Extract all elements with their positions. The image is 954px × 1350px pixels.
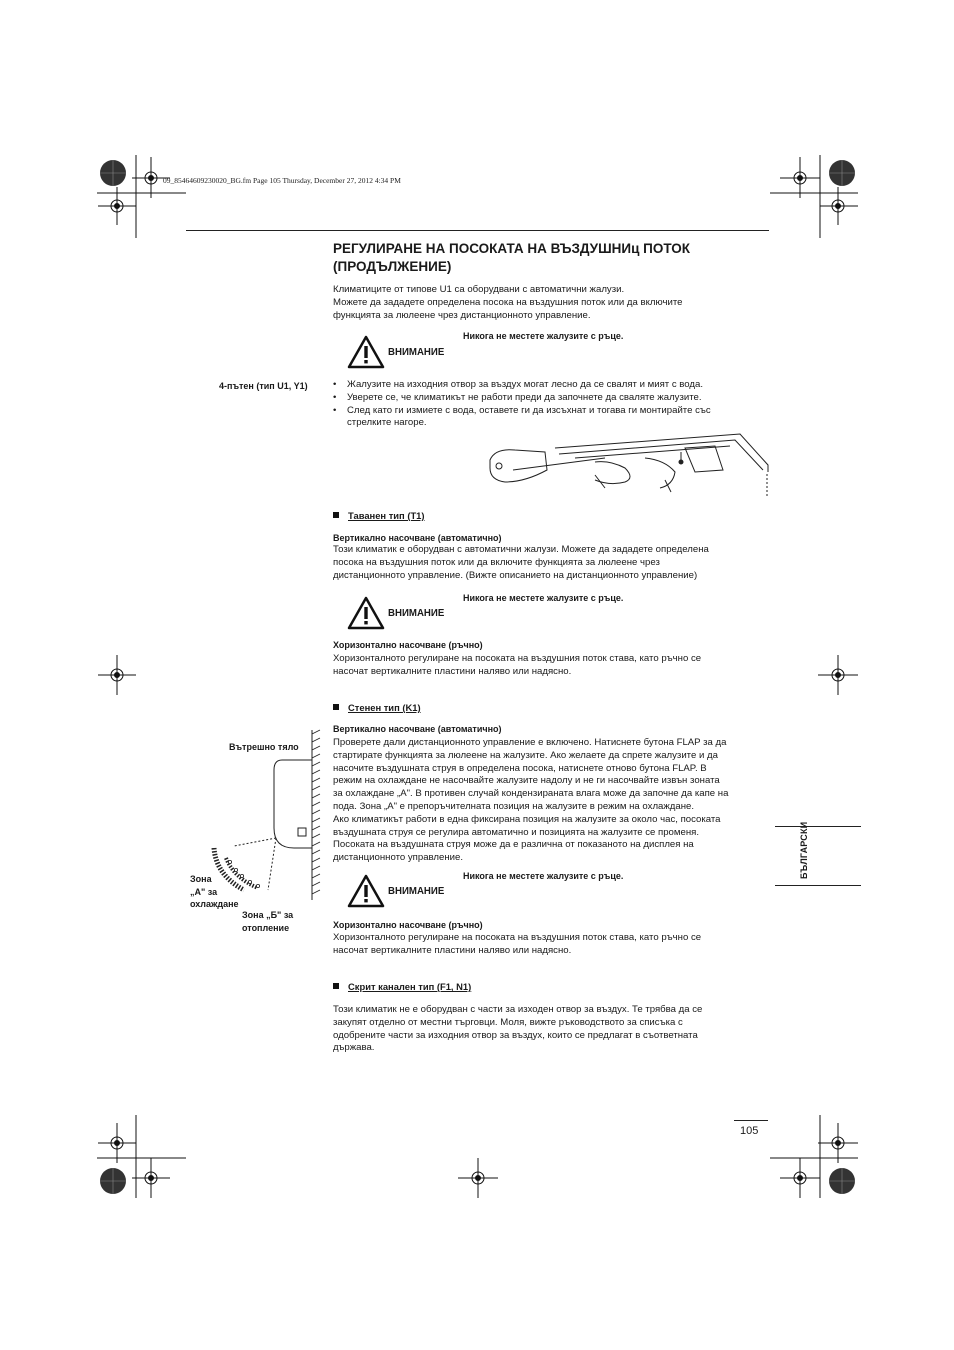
caution-label: ВНИМАНИЕ xyxy=(388,885,445,897)
list-item: • Жалузите на изходния отвор за въздух могат лесно да се свалят и мият с вода. xyxy=(331,379,771,392)
text-line: дистанционното управление. xyxy=(333,852,464,864)
text-line: стартирате функцията за люлеене на жалузите. Ако желаете да спрете жалузите и да xyxy=(333,749,718,761)
caution-label: ВНИМАНИЕ xyxy=(388,346,445,358)
louver-removal-illustration xyxy=(485,430,775,500)
caution-label: ВНИМАНИЕ xyxy=(388,607,445,619)
page-title xyxy=(333,240,763,276)
zone-a-line: охлаждане xyxy=(190,899,239,909)
never-move-note: Никога не местете жалузите с ръце. xyxy=(463,871,624,881)
text-line: Ако климатикът работи в една фиксирана позиция на жалузите за около час, посоката xyxy=(333,813,721,825)
square-bullet-icon xyxy=(333,704,339,710)
zone-b-line: отопление xyxy=(242,922,290,933)
text-line: Проверете дали дистанционното управление е включено. Натиснете бутона FLAP за да xyxy=(333,737,727,748)
page-number: 105 xyxy=(740,1125,759,1137)
language-label: БЪЛГАРСКИ xyxy=(799,821,809,879)
cleaning-bullets xyxy=(331,379,771,430)
warning-icon xyxy=(347,874,385,908)
duct-type-title: Скрит канален тип (F1, N1) xyxy=(348,981,472,992)
list-item: стрелките нагоре. xyxy=(347,417,427,429)
never-move-note: Никога не местете жалузите с ръце. xyxy=(463,593,624,603)
zone-b-line: Зона „Б" за xyxy=(242,910,294,920)
list-item: • След като ги измиете с вода, оставете ги да изсъхнат и тогава ги монтирайте със xyxy=(331,405,771,418)
intro-text xyxy=(333,284,765,322)
text-line: посока на въздушния поток или да включите функцията за люлеене чрез xyxy=(333,556,660,568)
never-move-note: Никога не местете жалузите с ръце. xyxy=(463,331,624,341)
text-line: насочат вертикалните пластини наляво или надясно. xyxy=(333,944,572,956)
four-way-label: 4-пътен (тип U1, Y1) xyxy=(219,381,308,391)
zone-a-line: Зона xyxy=(190,874,212,884)
ceiling-horiz-text xyxy=(333,653,765,679)
text-line: режим на охлаждане не насочвайте жалузите надолу и не ги насочвайте извън зоната xyxy=(333,775,720,787)
text-line: закупят отделно от местни търговци. Моля, вижте ръководството за списъка с xyxy=(333,1016,683,1028)
text-line: одобрените части за изходния отвор за въздух, които се предлагат в съответната xyxy=(333,1029,698,1041)
caution-block xyxy=(347,596,457,636)
title-line-1: РЕГУЛИРАНЕ НА ПОСОКАТА НА ВЪЗДУШНИц ПОТОК xyxy=(333,241,690,256)
text-line: Този климатик не е оборудван с части за изходен отвор за въздух. Те трябва да се xyxy=(333,1004,703,1015)
text-line: Хоризонталното регулиране на посоката на въздушния поток става, като ръчно се xyxy=(333,932,702,943)
page-number-rule xyxy=(734,1120,768,1121)
intro-line: Климатиците от типове U1 са оборудвани с автоматични жалузи. xyxy=(333,284,625,295)
zone-a-label xyxy=(190,873,239,911)
warning-icon xyxy=(347,335,385,369)
intro-line: функцията за люлеене чрез дистанционното управление. xyxy=(333,309,591,321)
zone-b-label xyxy=(242,909,293,934)
square-bullet-icon xyxy=(333,512,339,518)
text-line: Хоризонталното регулиране на посоката на въздушния поток става, като ръчно се xyxy=(333,653,702,664)
text-line: за охлаждане „А". В противен случай кондензираната влага може да започне да капе на xyxy=(333,788,729,800)
language-tab xyxy=(775,821,861,886)
file-header: 09_85464609230020_BG.fm Page 105 Thursday, December 27, 2012 4:34 PM xyxy=(163,176,401,185)
zone-a-line: „А" за xyxy=(190,886,218,897)
text-line: Този климатик е оборудван с автоматични жалузи. Можете да зададете определена xyxy=(333,544,709,555)
wall-vert-title: Вертикално насочване (автоматично) xyxy=(333,724,502,734)
warning-icon xyxy=(347,596,385,630)
wall-type-heading xyxy=(333,702,421,713)
ceiling-type-heading xyxy=(333,510,425,521)
square-bullet-icon xyxy=(333,983,339,989)
duct-text xyxy=(333,1004,765,1055)
text-line: държава. xyxy=(333,1042,375,1054)
ceiling-horiz-title: Хоризонтално насочване (ръчно) xyxy=(333,640,483,650)
title-line-2: (ПРОДЪЛЖЕНИЕ) xyxy=(333,259,452,274)
wall-vert-text xyxy=(333,737,765,865)
duct-type-heading xyxy=(333,981,471,992)
wall-type-title: Стенен тип (K1) xyxy=(348,702,421,713)
top-rule xyxy=(186,230,769,231)
caution-block xyxy=(347,335,457,375)
caution-block xyxy=(347,874,457,914)
ceiling-vert-title: Вертикално насочване (автоматично) xyxy=(333,533,502,543)
list-item: • Уверете се, че климатикът не работи преди да започнете да сваляте жалузите. xyxy=(331,392,771,405)
indoor-unit-label: Вътрешно тяло xyxy=(229,742,299,752)
intro-line: Можете да зададете определена посока на въздушния поток или да включите xyxy=(333,296,683,308)
wall-horiz-text xyxy=(333,932,765,958)
ceiling-vert-text xyxy=(333,544,765,582)
text-line: Посоката на въздушната струя може да е различна от показаното на дисплея на xyxy=(333,839,694,851)
text-line: пода. Зона „А" е препоръчителната позиция на жалузите в режим на охлаждане. xyxy=(333,800,695,812)
ceiling-type-title: Таванен тип (T1) xyxy=(348,510,425,521)
text-line: дистанционното управление. (Вижте описанието на дистанционното управление) xyxy=(333,569,698,581)
text-line: насочат вертикалните пластини наляво или надясно. xyxy=(333,665,572,677)
wall-horiz-title: Хоризонтално насочване (ръчно) xyxy=(333,920,483,930)
text-line: въздушната струя се регулира автоматично и позицията на жалузите се променя. xyxy=(333,826,699,838)
text-line: насочите въздушната струя в определена посока, натиснете отново бутона FLAP. В xyxy=(333,762,707,774)
